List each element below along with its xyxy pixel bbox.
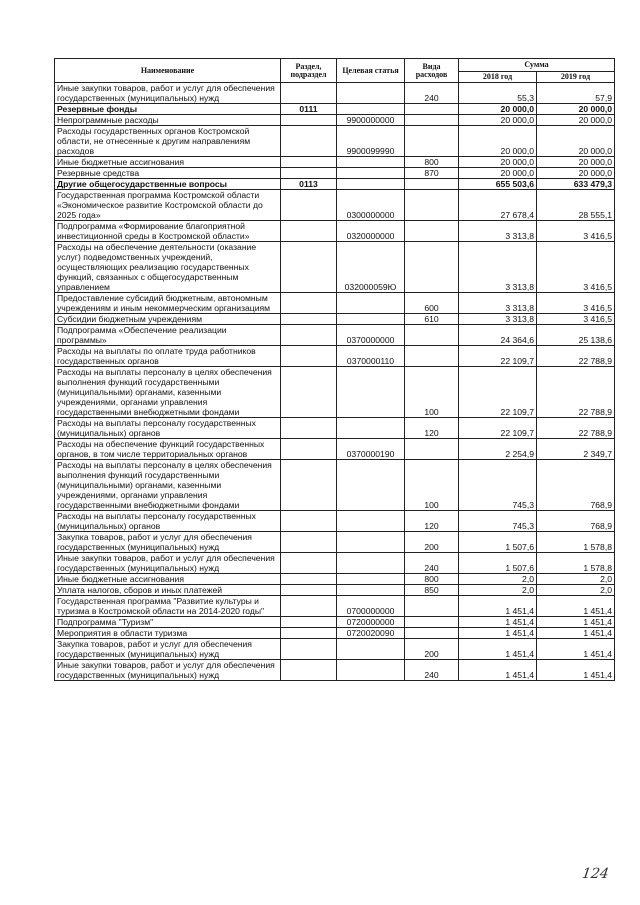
row-target-cell [337,104,405,115]
row-target-cell [337,660,405,681]
row-target-cell: 0370000190 [337,439,405,460]
table-row [55,439,615,460]
row-sum-2019-cell: 25 138,6 [537,325,615,346]
row-sum-2019-cell: 1 578,8 [537,532,615,553]
row-vid-cell: 600 [405,293,459,314]
row-sum-2018-cell: 1 507,6 [459,553,537,574]
row-sum-2018-cell: 1 451,4 [459,660,537,681]
row-section-cell [281,115,337,126]
row-target-cell: 0720020090 [337,628,405,639]
row-target-cell [337,639,405,660]
row-section-cell [281,346,337,367]
row-name-cell: Закупка товаров, работ и услуг для обеспечения государственных (муниципальных) нужд [55,532,281,553]
row-vid-cell: 100 [405,460,459,511]
row-target-cell: 0370000000 [337,325,405,346]
row-sum-2018-cell: 1 451,4 [459,596,537,617]
row-sum-2018-cell: 1 507,6 [459,532,537,553]
row-section-cell [281,639,337,660]
row-sum-2018-cell: 655 503,6 [459,179,537,190]
row-sum-2019-cell: 20 000,0 [537,126,615,157]
row-target-cell [337,157,405,168]
row-section-cell [281,367,337,418]
row-sum-2019-cell: 3 416,5 [537,314,615,325]
row-sum-2019-cell: 1 451,4 [537,660,615,681]
table-row [55,460,615,511]
table-row [55,325,615,346]
row-target-cell [337,511,405,532]
row-sum-2018-cell: 1 451,4 [459,628,537,639]
row-vid-cell: 120 [405,511,459,532]
table-row [55,83,615,104]
row-name-cell: Иные закупки товаров, работ и услуг для обеспечения государственных (муниципальных) нужд [55,83,281,104]
row-name-cell: Расходы государственных органов Костромской области, не отнесенные к другим направлениям расходов [55,126,281,157]
table-row [55,157,615,168]
row-vid-cell: 100 [405,367,459,418]
row-name-cell: Предоставление субсидий бюджетным, автономным учреждениям и иным некоммерческим организациям [55,293,281,314]
table-row [55,511,615,532]
table-row [55,104,615,115]
row-sum-2018-cell: 745,3 [459,460,537,511]
row-sum-2019-cell: 768,9 [537,460,615,511]
row-name-cell: Подпрограмма "Туризм" [55,617,281,628]
row-vid-cell: 870 [405,168,459,179]
row-sum-2018-cell: 745,3 [459,511,537,532]
row-name-cell: Иные закупки товаров, работ и услуг для обеспечения государственных (муниципальных) нужд [55,553,281,574]
row-section-cell [281,157,337,168]
row-target-cell: 0720000000 [337,617,405,628]
row-vid-cell: 240 [405,553,459,574]
row-section-cell [281,660,337,681]
row-sum-2018-cell: 3 313,8 [459,221,537,242]
row-target-cell: 0370000110 [337,346,405,367]
row-vid-cell: 850 [405,585,459,596]
row-section-cell [281,126,337,157]
row-name-cell: Подпрограмма «Формирование благоприятной инвестиционной среды в Костромской области» [55,221,281,242]
row-sum-2018-cell: 20 000,0 [459,126,537,157]
header-vid: Вида расходов [405,59,459,83]
row-section-cell [281,585,337,596]
row-section-cell [281,617,337,628]
row-vid-cell [405,126,459,157]
row-target-cell: 9900000000 [337,115,405,126]
row-target-cell [337,83,405,104]
row-target-cell [337,532,405,553]
row-vid-cell: 800 [405,157,459,168]
row-sum-2019-cell: 20 000,0 [537,104,615,115]
row-sum-2019-cell: 3 416,5 [537,293,615,314]
row-sum-2019-cell: 20 000,0 [537,157,615,168]
row-target-cell [337,168,405,179]
table-row [55,293,615,314]
row-name-cell: Государственная программа Костромской области «Экономическое развитие Костромской области до 2025 года» [55,190,281,221]
header-year-2018: 2018 год [459,72,537,83]
header-sum: Сумма [459,59,615,72]
row-sum-2019-cell: 22 788,9 [537,418,615,439]
row-vid-cell: 200 [405,639,459,660]
row-sum-2018-cell: 22 109,7 [459,367,537,418]
row-section-cell [281,190,337,221]
row-sum-2018-cell: 22 109,7 [459,418,537,439]
row-target-cell [337,585,405,596]
table-row [55,628,615,639]
row-sum-2019-cell: 3 416,5 [537,221,615,242]
row-vid-cell [405,325,459,346]
row-target-cell: 9900099990 [337,126,405,157]
row-sum-2019-cell: 2 349,7 [537,439,615,460]
row-vid-cell [405,179,459,190]
row-target-cell: 0320000000 [337,221,405,242]
row-section-cell [281,242,337,293]
table-row [55,639,615,660]
row-sum-2019-cell: 1 451,4 [537,596,615,617]
row-vid-cell: 120 [405,418,459,439]
row-target-cell [337,574,405,585]
row-sum-2018-cell: 20 000,0 [459,157,537,168]
row-name-cell: Закупка товаров, работ и услуг для обеспечения государственных (муниципальных) нужд [55,639,281,660]
table-row [55,346,615,367]
row-vid-cell: 240 [405,83,459,104]
row-section-cell [281,83,337,104]
row-sum-2019-cell: 22 788,9 [537,346,615,367]
row-sum-2019-cell: 22 788,9 [537,367,615,418]
row-sum-2018-cell: 20 000,0 [459,115,537,126]
header-target: Целевая статья [337,59,405,83]
table-row [55,126,615,157]
table-row [55,596,615,617]
row-sum-2019-cell: 3 416,5 [537,242,615,293]
table-row [55,168,615,179]
row-vid-cell [405,115,459,126]
row-name-cell: Иные бюджетные ассигнования [55,157,281,168]
table-row [55,115,615,126]
table-row [55,314,615,325]
row-sum-2019-cell: 28 555,1 [537,190,615,221]
row-name-cell: Расходы на выплаты персоналу в целях обеспечения выполнения функций государственными (муниципальными) органами, казенными учреждениями, органами управления государственными внебюджетными фондами [55,367,281,418]
row-name-cell: Расходы на выплаты персоналу государственных (муниципальных) органов [55,511,281,532]
row-name-cell: Резервные фонды [55,104,281,115]
row-target-cell [337,179,405,190]
row-section-cell [281,439,337,460]
row-section-cell [281,553,337,574]
row-name-cell: Расходы на выплаты персоналу государственных (муниципальных) органов [55,418,281,439]
row-vid-cell [405,221,459,242]
row-section-cell: 0113 [281,179,337,190]
row-section-cell [281,221,337,242]
row-section-cell: 0111 [281,104,337,115]
row-name-cell: Непрограммные расходы [55,115,281,126]
row-target-cell: 0300000000 [337,190,405,221]
table-row [55,532,615,553]
row-target-cell [337,460,405,511]
row-sum-2018-cell: 1 451,4 [459,639,537,660]
row-sum-2018-cell: 3 313,8 [459,314,537,325]
row-sum-2018-cell: 3 313,8 [459,242,537,293]
row-sum-2018-cell: 24 364,6 [459,325,537,346]
row-name-cell: Расходы на обеспечение функций государственных органов, в том числе территориальных органов [55,439,281,460]
page-number: 124 [580,866,610,882]
row-sum-2018-cell: 3 313,8 [459,293,537,314]
row-vid-cell [405,242,459,293]
row-sum-2018-cell: 20 000,0 [459,168,537,179]
row-section-cell [281,418,337,439]
row-name-cell: Подпрограмма «Обеспечение реализации программы» [55,325,281,346]
row-section-cell [281,314,337,325]
header-year-2019: 2019 год [537,72,615,83]
row-name-cell: Расходы на выплаты персоналу в целях обеспечения выполнения функций государственными (муниципальными) органами, казенными учреждениями, органами управления государственными внебюджетными фондами [55,460,281,511]
row-section-cell [281,574,337,585]
row-sum-2018-cell: 55,3 [459,83,537,104]
row-section-cell [281,596,337,617]
row-section-cell [281,293,337,314]
row-section-cell [281,168,337,179]
row-sum-2019-cell: 1 451,4 [537,628,615,639]
table-row [55,585,615,596]
row-target-cell [337,553,405,574]
row-sum-2019-cell: 1 451,4 [537,639,615,660]
row-vid-cell [405,190,459,221]
row-target-cell: 032000059Ю [337,242,405,293]
row-vid-cell [405,596,459,617]
row-sum-2019-cell: 1 578,8 [537,553,615,574]
row-vid-cell [405,628,459,639]
row-vid-cell [405,617,459,628]
row-target-cell [337,314,405,325]
row-sum-2019-cell: 633 479,3 [537,179,615,190]
row-name-cell: Государственная программа "Развитие культуры и туризма в Костромской области на 2014-2020 годы" [55,596,281,617]
table-row [55,617,615,628]
row-target-cell [337,367,405,418]
row-target-cell [337,418,405,439]
header-name: Наименование [55,59,281,83]
row-sum-2018-cell: 22 109,7 [459,346,537,367]
row-vid-cell [405,346,459,367]
table-row [55,190,615,221]
row-section-cell [281,628,337,639]
row-sum-2018-cell: 1 451,4 [459,617,537,628]
row-sum-2018-cell: 20 000,0 [459,104,537,115]
row-vid-cell [405,104,459,115]
table-row [55,367,615,418]
row-section-cell [281,511,337,532]
row-sum-2019-cell: 20 000,0 [537,168,615,179]
row-section-cell [281,325,337,346]
table-header [55,59,615,83]
table-row [55,418,615,439]
row-name-cell: Другие общегосударственные вопросы [55,179,281,190]
header-section: Раздел, подраздел [281,59,337,83]
row-sum-2019-cell: 57,9 [537,83,615,104]
row-name-cell: Иные закупки товаров, работ и услуг для обеспечения государственных (муниципальных) нужд [55,660,281,681]
row-name-cell: Расходы на выплаты по оплате труда работников государственных органов [55,346,281,367]
row-target-cell [337,293,405,314]
row-sum-2018-cell: 2 254,9 [459,439,537,460]
table-body [55,83,615,681]
row-sum-2019-cell: 768,9 [537,511,615,532]
row-vid-cell [405,439,459,460]
row-vid-cell: 610 [405,314,459,325]
row-vid-cell: 240 [405,660,459,681]
table-row [55,553,615,574]
table-row [55,242,615,293]
row-vid-cell: 200 [405,532,459,553]
table-row [55,179,615,190]
row-name-cell: Субсидии бюджетным учреждениям [55,314,281,325]
row-sum-2019-cell: 2,0 [537,574,615,585]
row-sum-2019-cell: 1 451,4 [537,617,615,628]
row-section-cell [281,460,337,511]
budget-table [54,58,615,681]
row-section-cell [281,532,337,553]
row-sum-2018-cell: 2,0 [459,585,537,596]
table-row [55,660,615,681]
row-target-cell: 0700000000 [337,596,405,617]
table-row [55,221,615,242]
row-name-cell: Расходы на обеспечение деятельности (оказание услуг) подведомственных учреждений, осуществляющих реализацию государственных функций, связанных с общегосударственным управлением [55,242,281,293]
row-name-cell: Резервные средства [55,168,281,179]
row-name-cell: Уплата налогов, сборов и иных платежей [55,585,281,596]
row-name-cell: Мероприятия в области туризма [55,628,281,639]
row-sum-2019-cell: 20 000,0 [537,115,615,126]
table-row [55,574,615,585]
row-vid-cell: 800 [405,574,459,585]
row-sum-2018-cell: 27 678,4 [459,190,537,221]
row-sum-2019-cell: 2,0 [537,585,615,596]
row-sum-2018-cell: 2,0 [459,574,537,585]
row-name-cell: Иные бюджетные ассигнования [55,574,281,585]
